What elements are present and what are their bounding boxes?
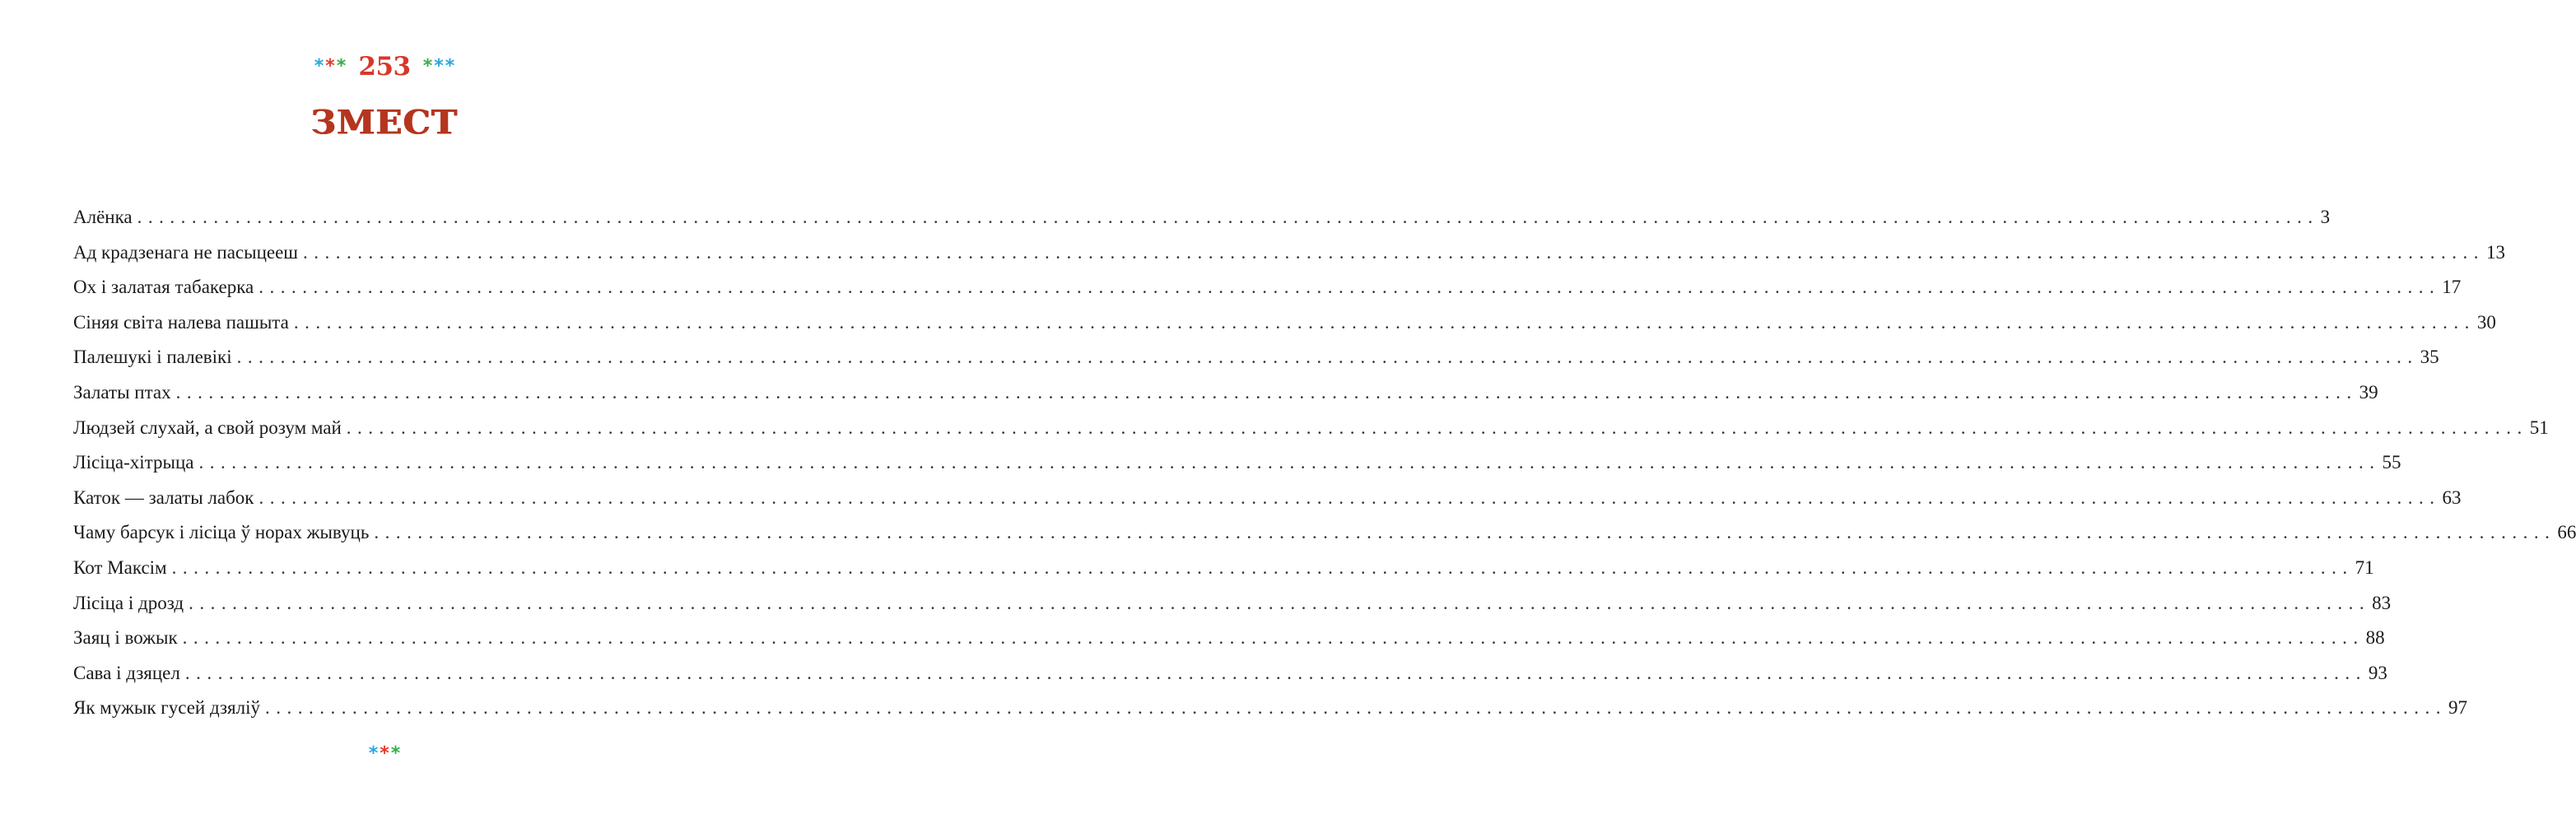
toc-entry-page: 93 — [2368, 662, 2387, 683]
toc-entry-page: 30 — [2476, 311, 2496, 333]
toc-entry-title: Каток — залаты лабок — [73, 486, 254, 508]
toc-entry[interactable] — [73, 411, 2549, 446]
toc-entry-title: Лісіца-хітрыца — [73, 452, 194, 473]
toc-entry[interactable] — [73, 235, 2506, 271]
toc-entry-title: Палешукі і палевікі — [73, 347, 232, 368]
toc-entry-page: 63 — [2442, 486, 2462, 508]
toc-entry[interactable] — [73, 586, 2392, 621]
asterisk-icon: * — [380, 743, 389, 764]
asterisk-icon: * — [434, 55, 444, 77]
toc-entry[interactable] — [73, 340, 2439, 375]
toc-entry[interactable] — [73, 656, 2387, 691]
toc-entry-page: 35 — [2420, 347, 2439, 368]
header-ornament-left — [314, 55, 347, 77]
toc-entry-page: 13 — [2486, 241, 2506, 263]
page-title: ЗМЕСТ — [310, 103, 459, 142]
asterisk-icon: * — [422, 55, 433, 77]
toc-entry-page: 97 — [2448, 697, 2467, 719]
dot-leader: ........................................................................................................................................................................................................ — [171, 556, 2354, 578]
toc-entry-title: Людзей слухай, а свой розум май — [73, 417, 342, 438]
dot-leader: ........................................................................................................................................................................................................ — [182, 627, 2364, 649]
toc-entry-title: Алёнка — [73, 207, 133, 227]
toc-entry-title: Чаму барсук і лісіца ў норах жывуць — [73, 522, 370, 543]
dot-leader: ........................................................................................................................................................................................................ — [184, 662, 2367, 683]
dot-leader: ........................................................................................................................................................................................................ — [259, 277, 2441, 298]
asterisk-icon: * — [314, 55, 324, 77]
toc-entry-page: 66 — [2557, 522, 2576, 543]
dot-leader: ........................................................................................................................................................................................................ — [259, 486, 2441, 508]
toc-entry-page: 17 — [2442, 277, 2462, 298]
toc-entry-title: Лісіца і дрозд — [73, 592, 184, 613]
toc-entry[interactable] — [73, 270, 2462, 305]
toc-entry[interactable] — [73, 200, 2331, 235]
asterisk-icon: * — [368, 743, 379, 764]
toc-entry-page: 39 — [2359, 381, 2378, 403]
asterisk-icon: * — [336, 55, 347, 77]
toc-entry-page: 55 — [2382, 452, 2401, 473]
toc-entry-page: 83 — [2372, 592, 2392, 613]
toc-entry-title: Сава і дзяцел — [73, 662, 180, 683]
toc-entry-title: Залаты птах — [73, 381, 171, 403]
toc-entry[interactable] — [73, 445, 2401, 481]
dot-leader: ........................................................................................................................................................................................................ — [265, 697, 2447, 719]
dot-leader: ........................................................................................................................................................................................................ — [236, 347, 2419, 368]
toc-entry[interactable] — [73, 305, 2496, 341]
footer-ornament — [0, 739, 769, 768]
toc-entry[interactable] — [73, 515, 2576, 551]
header-ornament-right — [422, 55, 456, 77]
toc-entry-title: Ох і залатая табакерка — [73, 277, 254, 298]
dot-leader: ........................................................................................................................................................................................................ — [293, 311, 2476, 333]
toc-entry[interactable] — [73, 691, 2467, 726]
toc-entry[interactable] — [73, 621, 2385, 656]
toc-entry-page: 88 — [2365, 627, 2385, 649]
toc-entry-title: Заяц і вожык — [73, 627, 178, 649]
toc-entry-page: 3 — [2320, 207, 2331, 227]
dot-leader: ........................................................................................................................................................................................................ — [374, 522, 2556, 543]
toc-entry-page: 71 — [2355, 556, 2374, 578]
toc-entry[interactable] — [73, 481, 2462, 516]
toc-entry-title: Кот Максім — [73, 556, 167, 578]
table-of-contents — [73, 200, 2576, 726]
dot-leader: ........................................................................................................................................................................................................ — [346, 417, 2528, 438]
dot-leader: ........................................................................................................................................................................................................ — [175, 381, 2358, 403]
toc-entry-title: Сіняя світа налева пашыта — [73, 311, 289, 333]
asterisk-icon: * — [445, 55, 455, 77]
page-number: 253 — [358, 51, 411, 81]
page-header — [0, 49, 769, 82]
toc-entry-page: 51 — [2529, 417, 2549, 438]
toc-entry[interactable] — [73, 375, 2378, 411]
dot-leader: ........................................................................................................................................................................................................ — [189, 592, 2371, 613]
toc-entry-title: Ад крадзенага не пасыцееш — [73, 241, 299, 263]
asterisk-icon: * — [390, 743, 401, 764]
dot-leader: ........................................................................................................................................................................................................ — [303, 241, 2485, 263]
asterisk-icon: * — [325, 55, 335, 77]
toc-entry[interactable] — [73, 551, 2374, 586]
dot-leader: ........................................................................................................................................................................................................ — [198, 452, 2381, 473]
dot-leader: ........................................................................................................................................................................................................ — [137, 207, 2319, 227]
toc-entry-title: Як мужык гусей дзяліў — [73, 697, 260, 719]
